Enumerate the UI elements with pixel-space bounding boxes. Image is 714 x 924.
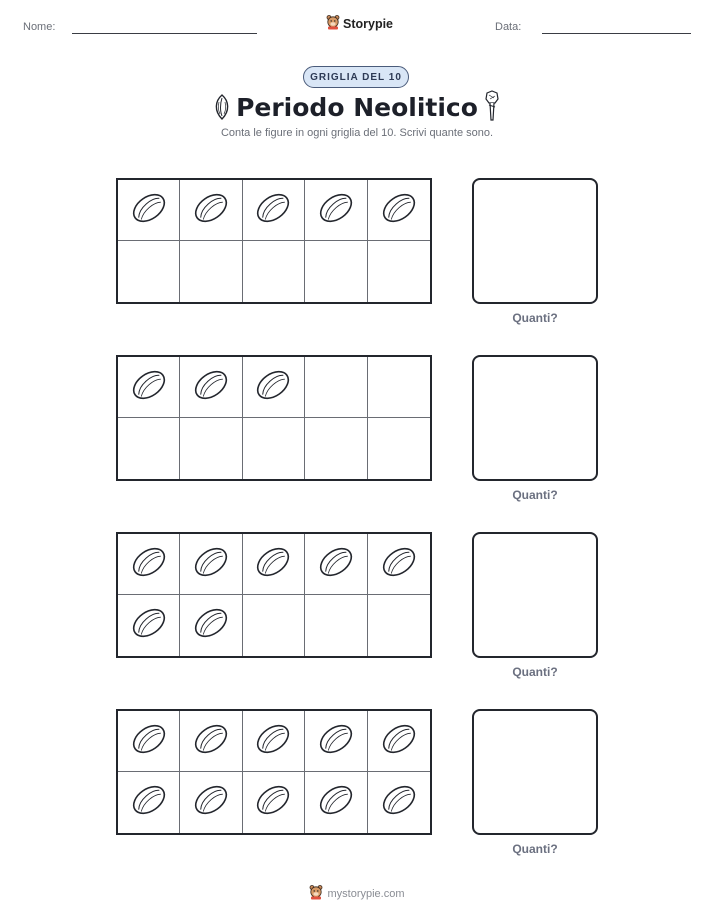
ten-frame-cell [305,418,367,479]
grain-seed-icon [129,540,169,589]
stone-torch-icon [482,90,502,127]
ten-frame-cell [305,772,367,833]
bear-mascot-icon [309,884,323,903]
grain-seed-icon [191,601,231,650]
answer-box-2[interactable] [472,355,598,481]
ten-frame-cell [118,180,180,241]
ten-frame-cell [368,534,430,595]
ten-frame-cell [368,241,430,302]
ten-frame-cell [368,772,430,833]
answer-box-3[interactable] [472,532,598,658]
grain-seed-icon [316,186,356,235]
grain-seed-icon [253,540,293,589]
brand-name: Storypie [343,16,394,31]
page-title: Periodo Neolitico [236,93,478,122]
footer-url[interactable]: mystorypie.com [327,887,405,900]
ten-frame-cell [118,711,180,772]
ten-frame-cell [180,711,242,772]
ten-frame-cell [118,357,180,418]
ten-frame-cell [305,357,367,418]
date-label: Data: [495,21,522,33]
ten-frame-cell [368,711,430,772]
grain-seed-icon [253,186,293,235]
ten-frame-cell [305,595,367,656]
ten-frame-4 [116,709,432,835]
grain-seed-icon [129,717,169,766]
ten-frame-cell [118,418,180,479]
ten-frame-cell [180,357,242,418]
grain-seed-icon [379,778,419,827]
grain-seed-icon [253,363,293,412]
ten-frame-cell [118,241,180,302]
ten-frame-cell [243,241,305,302]
grain-seed-icon [129,363,169,412]
ten-frame-cell [118,772,180,833]
grain-seed-icon [129,186,169,235]
date-line[interactable] [542,33,691,34]
ten-frame-cell [243,595,305,656]
grain-seed-icon [316,778,356,827]
ten-frame-2 [116,355,432,481]
ten-frame-cell [305,241,367,302]
grain-seed-icon [253,778,293,827]
name-label: Nome: [23,21,56,33]
ten-frame-cell [180,534,242,595]
name-line[interactable] [72,33,257,34]
ten-frame-cell [305,180,367,241]
grain-seed-icon [379,540,419,589]
ten-frame-cell [243,772,305,833]
activity-badge: GRIGLIA DEL 10 [303,66,409,88]
grain-seed-icon [379,186,419,235]
grain-seed-icon [316,540,356,589]
ten-frame-cell [243,534,305,595]
ten-frame-cell [368,418,430,479]
bear-mascot-icon [326,14,340,33]
how-many-label-2: Quanti? [512,488,558,502]
answer-box-1[interactable] [472,178,598,304]
ten-frame-cell [243,711,305,772]
grain-seed-icon [191,363,231,412]
ten-frame-cell [180,418,242,479]
ten-frame-cell [243,418,305,479]
grain-seed-icon [191,778,231,827]
ten-frame-cell [180,241,242,302]
grain-seed-icon [191,186,231,235]
how-many-label-4: Quanti? [512,842,558,856]
ten-frame-cell [368,180,430,241]
grain-seed-icon [379,717,419,766]
grain-seed-icon [129,601,169,650]
ten-frame-cell [243,180,305,241]
brand-logo [326,14,393,33]
footer [300,884,414,903]
ten-frame-cell [180,180,242,241]
ten-frame-cell [368,595,430,656]
ten-frame-cell [368,357,430,418]
answer-box-4[interactable] [472,709,598,835]
ten-frame-cell [118,534,180,595]
how-many-label-1: Quanti? [512,311,558,325]
instructions: Conta le figure in ogni griglia del 10. Scrivi quante sono. [220,127,494,139]
grain-seed-icon [191,540,231,589]
grain-seed-icon [129,778,169,827]
grain-seed-icon [316,717,356,766]
ten-frame-1 [116,178,432,304]
ten-frame-cell [305,711,367,772]
grain-seed-icon [253,717,293,766]
ten-frame-cell [180,595,242,656]
ten-frame-cell [305,534,367,595]
ten-frame-cell [243,357,305,418]
ten-frame-3 [116,532,432,658]
grain-seed-icon [191,717,231,766]
ten-frame-cell [180,772,242,833]
ten-frame-cell [118,595,180,656]
how-many-label-3: Quanti? [512,665,558,679]
